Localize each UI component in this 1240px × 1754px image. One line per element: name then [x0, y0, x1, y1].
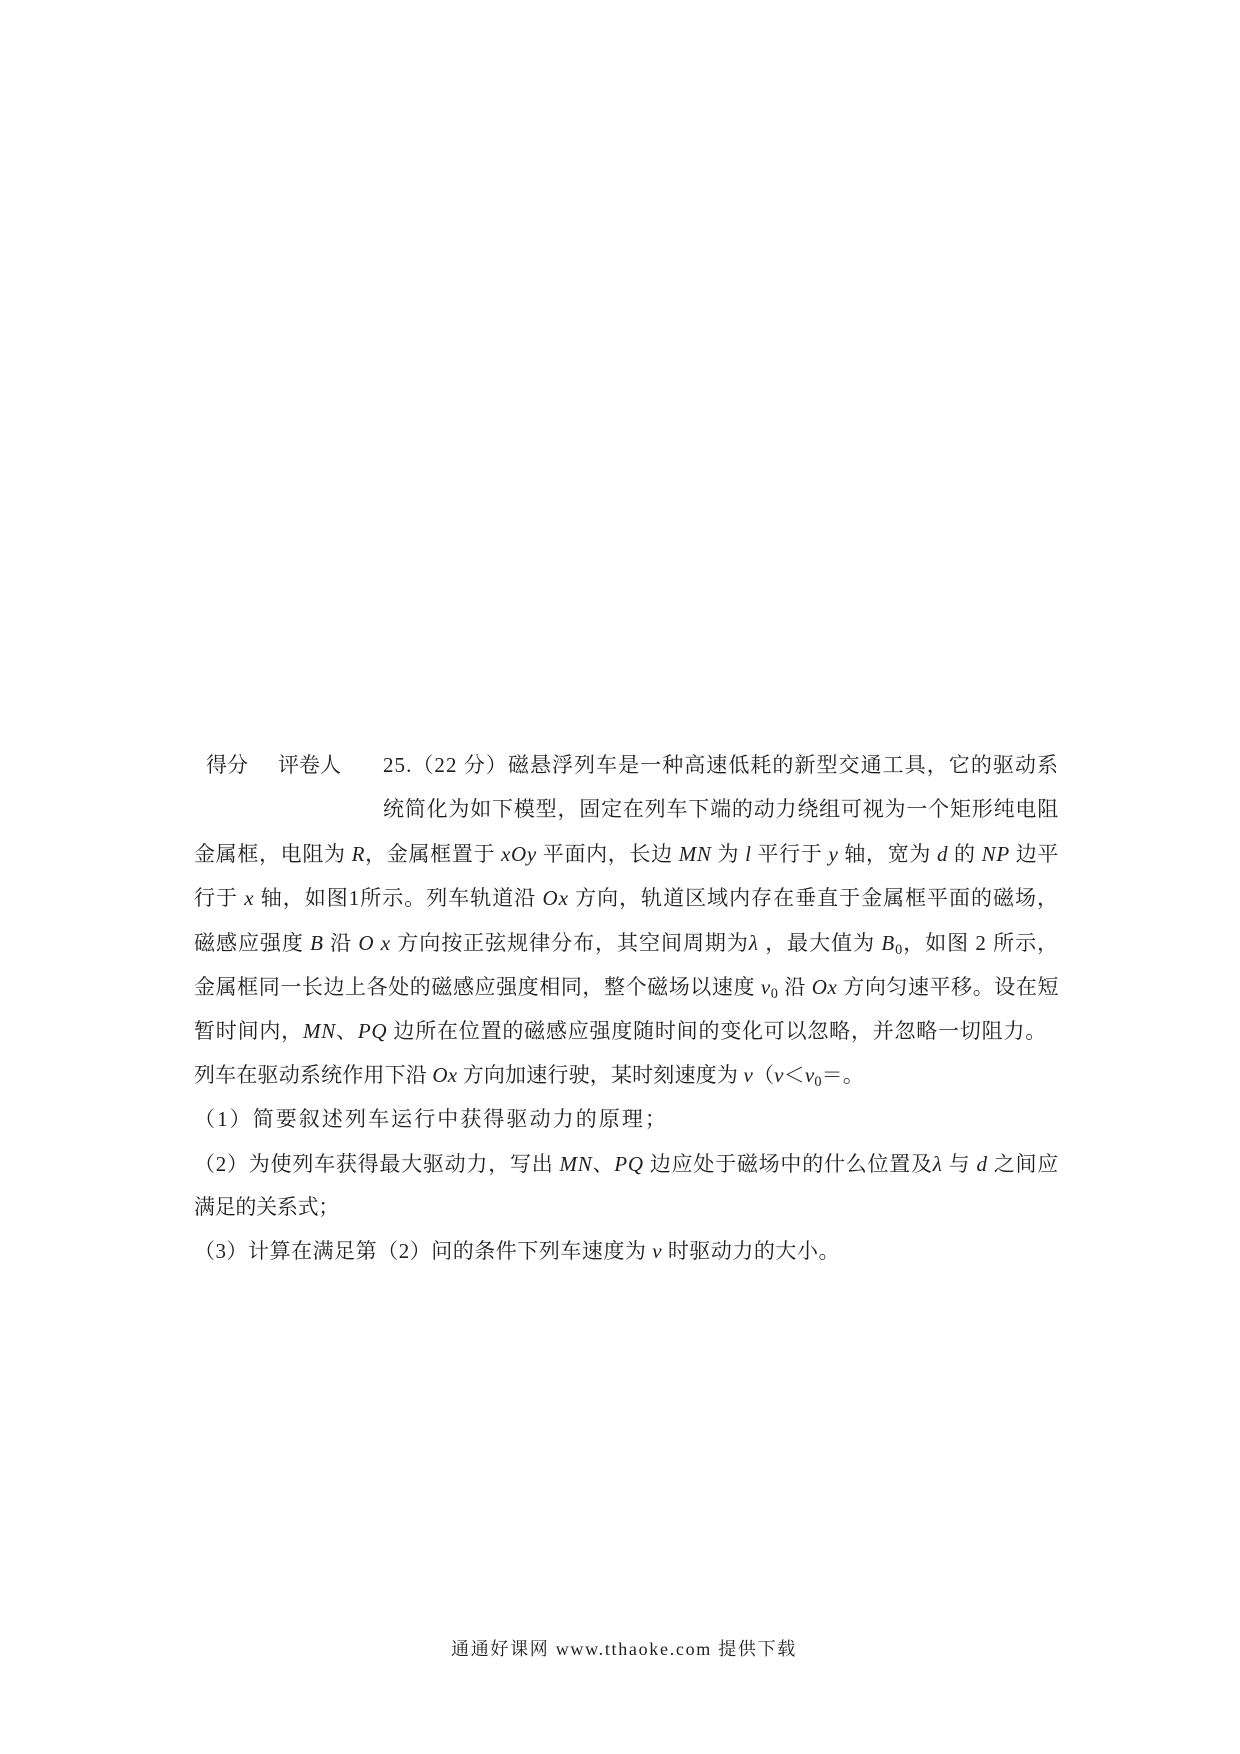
math-variable: d	[936, 842, 949, 866]
math-variable: d	[976, 1152, 988, 1176]
sub-question-2-line: （2）为使列车获得最大驱动力，写出 MN、PQ 边应处于磁场中的什么位置及λ 与 d 之间应	[194, 1152, 1060, 1176]
question-stem-line: 25.（22 分）磁悬浮列车是一种高速低耗的新型交通工具，它的驱动系	[383, 753, 1059, 777]
footer-source-credit: 通通好课网 www.tthaoke.com 提供下载	[451, 1639, 797, 1659]
question-stem-line: 统简化为如下模型，固定在列车下端的动力绕组可视为一个矩形纯电阻	[383, 797, 1059, 821]
math-variable: λ	[932, 1152, 943, 1176]
math-variable: x	[244, 886, 255, 910]
math-variable: NP	[981, 842, 1010, 866]
question-stem-line: 行于 x 轴，如图1所示。列车轨道沿 Ox 方向，轨道区域内存在垂直于金属框平面的磁场，	[194, 886, 1060, 910]
math-variable: λ	[748, 931, 759, 955]
math-variable: y	[828, 842, 839, 866]
subscript: 0	[814, 1073, 822, 1090]
grader-label: 评卷人	[278, 753, 341, 777]
math-variable: MN	[559, 1152, 593, 1176]
sub-question-2-line: 满足的关系式；	[194, 1195, 339, 1219]
math-variable: Ox	[811, 975, 838, 999]
math-variable: Ox	[542, 886, 569, 910]
math-variable: PQ	[357, 1019, 388, 1043]
sub-question-3: （3）计算在满足第（2）问的条件下列车速度为 v 时驱动力的大小。	[194, 1239, 840, 1263]
math-variable: l	[745, 842, 752, 866]
math-variable: Ox	[432, 1063, 458, 1087]
question-stem-line: 列车在驱动系统作用下沿 Ox 方向加速行驶，某时刻速度为 $v(v<v_0=$。	[194, 1063, 864, 1090]
math-variable: B	[881, 931, 896, 955]
math-variable: v	[743, 1063, 753, 1087]
question-stem-line: 金属框同一长边上各处的磁感应强度相同，整个磁场以速度 $v_0$ 沿 Ox 方向匀速平移。设在短	[194, 975, 1060, 1002]
question-stem-line: 暂时间内，MN、PQ 边所在位置的磁感应强度随时间的变化可以忽略，并忽略一切阻力。	[194, 1019, 1048, 1043]
math-variable: O x	[358, 931, 392, 955]
math-variable: v	[774, 1063, 784, 1087]
sub-question-1: （1）简要叙述列车运行中获得驱动力的原理；	[194, 1107, 668, 1131]
question-stem-line: 金属框，电阻为 R，金属框置于 xOy 平面内，长边 MN 为 l 平行于 y 轴，宽为 d 的 NP 边平	[194, 842, 1060, 866]
math-variable: v	[652, 1239, 663, 1263]
math-variable: R	[351, 842, 366, 866]
question-stem-line: 磁感应强度 B 沿 O x 方向按正弦规律分布，其空间周期为λ ，最大值为 $B_0$，如图 2 所示，	[194, 931, 1060, 958]
subscript: 0	[770, 985, 779, 1002]
score-label: 得分	[206, 753, 248, 777]
math-variable: v	[804, 1063, 815, 1087]
math-variable: PQ	[614, 1152, 644, 1176]
math-variable: B	[310, 931, 324, 955]
math-variable: v	[760, 975, 771, 999]
math-variable: MN	[302, 1019, 337, 1043]
subscript: 0	[895, 941, 904, 958]
math-variable: MN	[678, 842, 712, 866]
math-variable: xOy	[501, 842, 537, 866]
